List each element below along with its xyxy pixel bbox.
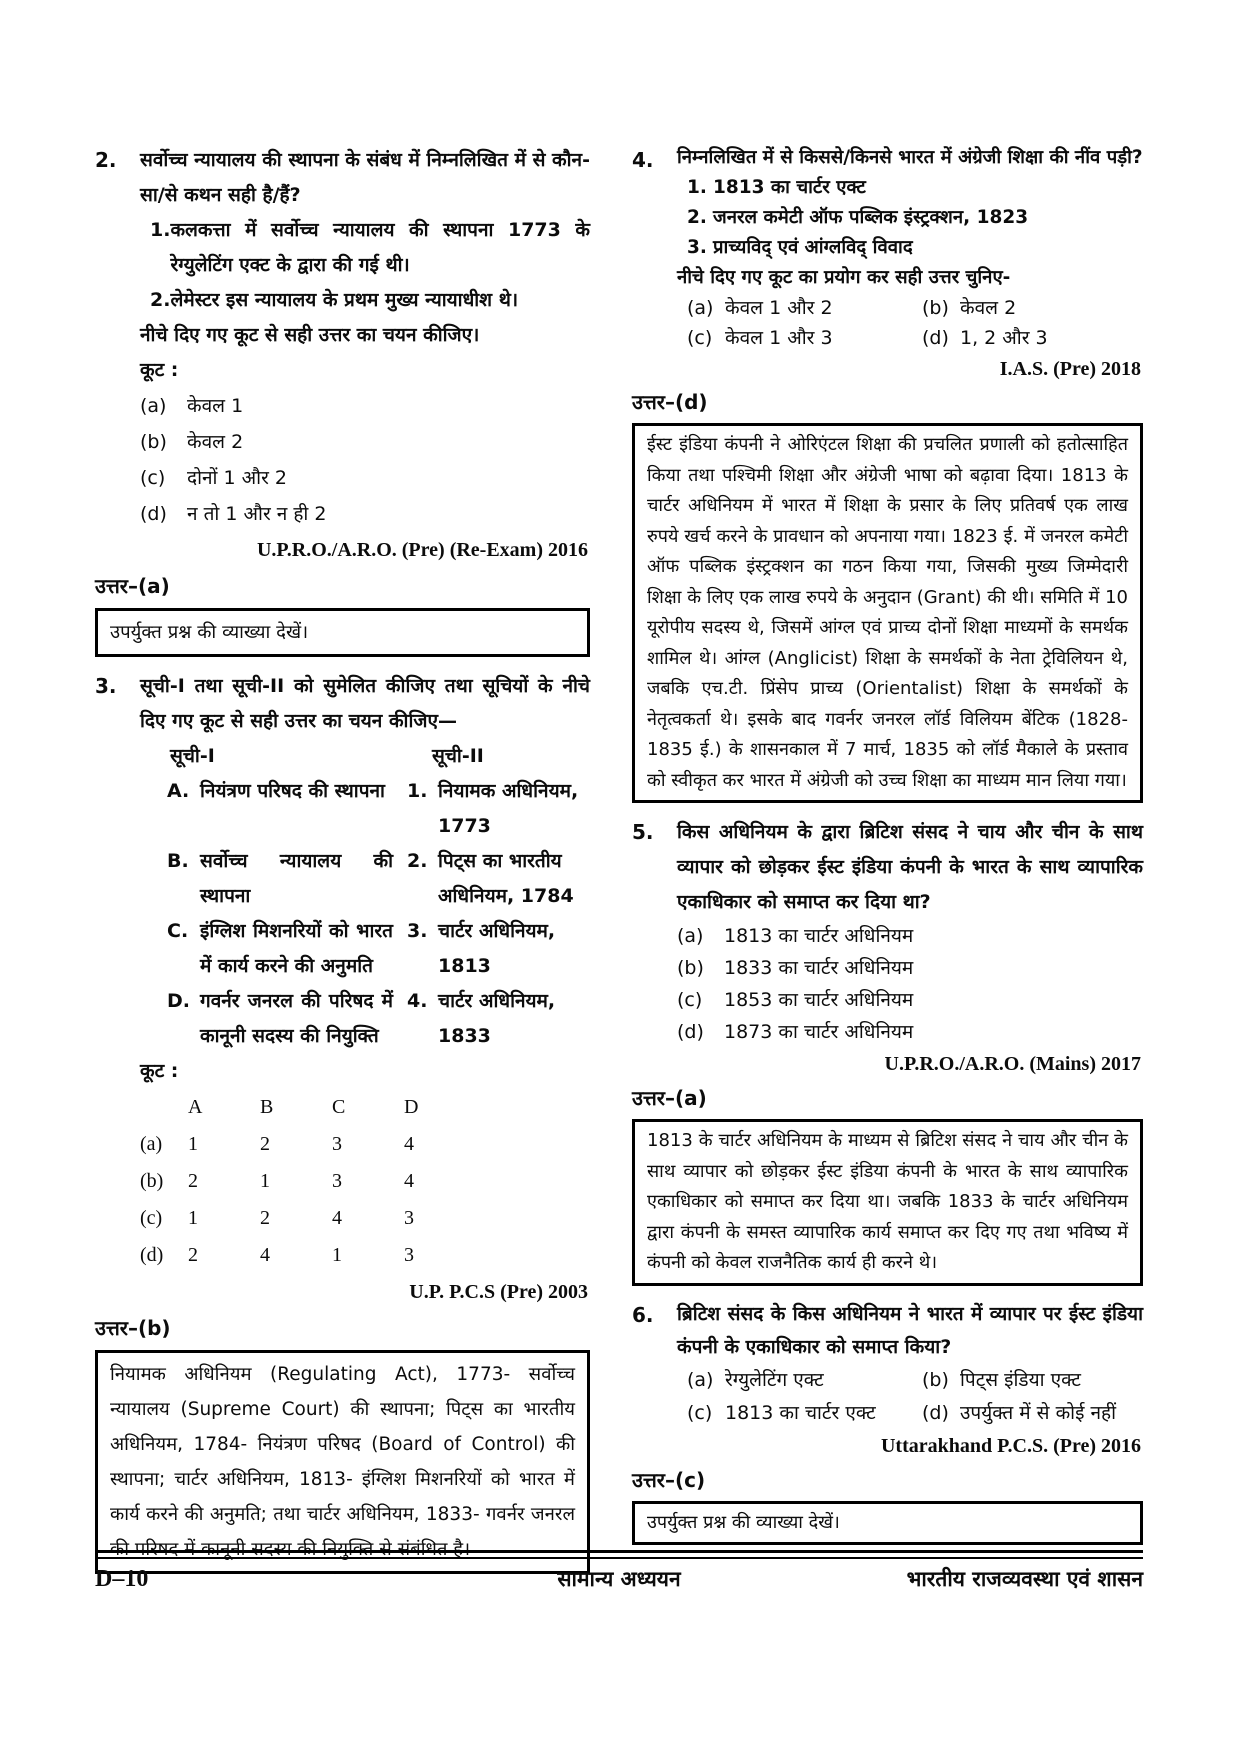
- statement-text: जनरल कमेटी ऑफ पब्लिक इंस्ट्रक्शन, 1823: [713, 207, 1029, 228]
- answer-line: उत्तर–(a): [632, 1086, 707, 1110]
- option-d: [677, 1016, 1143, 1048]
- explanation-box: 1813 के चार्टर अधिनियम के माध्यम से ब्रिटिश संसद ने चाय और चीन के साथ व्यापार को छोड़कर ईस्ट इंडिया कंपनी के भारत के साथ व्यापारिक एकाधिकार को समाप्त कर दिया था। जबकि 1833 के चार्टर अधिनियम द्वारा कंपनी के समस्त व्यापारिक कार्य समाप्त कर दिए गए तथा भविष्य में कंपनी को केवल राजनैतिक कार्य ही करने थे।: [632, 1119, 1143, 1286]
- pair-right-number: 3.: [407, 920, 428, 942]
- matrix-row-label: (c): [140, 1207, 163, 1229]
- option-text: केवल 2: [960, 297, 1017, 319]
- question-text: निम्नलिखित में से किससे/किनसे भारत में अंग्रेजी शिक्षा की नींव पड़ी?: [677, 147, 1143, 168]
- option-b: [922, 293, 1143, 323]
- option-label: (c): [687, 1401, 713, 1424]
- matrix-cell: 4: [404, 1133, 414, 1155]
- code-label: कूट :: [140, 359, 179, 381]
- matrix-row-c: [140, 1200, 590, 1237]
- question-body: [140, 669, 590, 1274]
- matrix-cell: 1: [188, 1133, 198, 1155]
- matrix-cell: 4: [332, 1207, 342, 1229]
- pair-left-text: गवर्नर जनरल की परिषद में कानूनी सदस्य की नियुक्ति: [200, 990, 393, 1047]
- match-pair-a: [140, 774, 590, 844]
- statement-text: 1813 का चार्टर एक्ट: [713, 177, 866, 198]
- option-row: [677, 1364, 1143, 1397]
- statement: [140, 213, 590, 283]
- option-text: 1, 2 और 3: [960, 327, 1048, 349]
- list-headers: [140, 739, 590, 774]
- option-c: [140, 460, 590, 496]
- matrix-cell: 3: [404, 1244, 414, 1266]
- pair-left-text: सर्वोच्च न्यायालय की स्थापना: [200, 850, 393, 907]
- option-label: (d): [677, 1021, 704, 1043]
- answer-line: उत्तर–(d): [632, 390, 708, 414]
- option-d: [140, 496, 590, 532]
- option-label: (a): [687, 297, 714, 319]
- option-row: [677, 293, 1143, 323]
- matrix-cell: 1: [260, 1170, 270, 1192]
- left-column: [95, 143, 590, 1586]
- question-text: किस अधिनियम के द्वारा ब्रिटिश संसद ने चाय और चीन के साथ व्यापार को छोड़कर ईस्ट इंडिया कंपनी के भारत के साथ व्यापारिक एकाधिकार को समाप्त कर दिया था?: [677, 821, 1143, 913]
- matrix-cell: 4: [404, 1170, 414, 1192]
- option-label: (a): [677, 925, 704, 947]
- code-matrix: [140, 1089, 590, 1274]
- statement: [140, 283, 590, 318]
- statement: [677, 173, 1143, 203]
- right-column: [632, 143, 1143, 1586]
- option-c: [687, 1397, 922, 1430]
- question-number: 4.: [632, 148, 654, 172]
- option-text: 1813 का चार्टर अधिनियम: [724, 925, 914, 947]
- option-a: [687, 293, 922, 323]
- matrix-row-d: [140, 1237, 590, 1274]
- answer-line: उत्तर–(a): [95, 574, 170, 598]
- match-pair-d: [140, 984, 590, 1054]
- matrix-row-label: (b): [140, 1170, 164, 1192]
- matrix-cell: 3: [404, 1207, 414, 1229]
- option-text: केवल 1: [187, 395, 244, 417]
- explanation-box: उपर्युक्त प्रश्न की व्याख्या देखें।: [632, 1501, 1143, 1546]
- code-label: कूट :: [140, 1060, 179, 1082]
- exam-source: U.P.R.O./A.R.O. (Mains) 2017: [884, 1053, 1141, 1075]
- exam-source: I.A.S. (Pre) 2018: [999, 358, 1141, 380]
- option-label: (c): [140, 467, 166, 489]
- option-label: (d): [140, 503, 167, 525]
- matrix-cell: 3: [332, 1170, 342, 1192]
- question-3-header: [95, 669, 590, 1274]
- option-text: 1853 का चार्टर अधिनियम: [724, 989, 914, 1011]
- statement-number: 2.: [687, 207, 707, 228]
- explanation-box: ईस्ट इंडिया कंपनी ने ओरिएंटल शिक्षा की प्रचलित प्रणाली को हतोत्साहित किया तथा पश्चिमी शिक्षा और अंग्रेजी भाषा को बढ़ावा दिया। 1813 के चार्टर अधिनियम में भारत में शिक्षा के प्रसार के लिए प्रतिवर्ष एक लाख रुपये खर्च करने के प्रावधान को अपनाया गया। 1823 ई. में जनरल कमेटी ऑफ पब्लिक इंस्ट्रक्शन का गठन किया गया, जिसकी मुख्य जिम्मेदारी शिक्षा के लिए एक लाख रुपये के अनुदान (Grant) की थी। समिति में 10 यूरोपीय सदस्य थे, जिसमें आंग्ल एवं प्राच्य दोनों शिक्षा माध्यमों के समर्थक शामिल थे। आंग्ल (Anglicist) शिक्षा के समर्थकों के नेता ट्रेविलियन थे, जबकि एच.टी. प्रिंसेप प्राच्य (Orientalist) शिक्षा के समर्थकों के नेतृत्वकर्ता थे। इसके बाद गवर्नर जनरल लॉर्ड विलियम बेंटिक (1828-1835 ई.) के शासनकाल में 7 मार्च, 1835 को लॉर्ड मैकाले के प्रस्ताव को स्वीकृत कर भारत में अंग्रेजी को उच्च शिक्षा का माध्यम मान लिया गया।: [632, 423, 1143, 803]
- statement-number: 3.: [687, 237, 707, 258]
- pair-left-number: C.: [167, 920, 189, 942]
- matrix-cell: 4: [260, 1244, 270, 1266]
- option-text: केवल 1 और 3: [725, 327, 833, 349]
- footer-double-rule: [95, 1550, 1143, 1559]
- question-number: 2.: [95, 148, 117, 172]
- instruction-text: नीचे दिए गए कूट का प्रयोग कर सही उत्तर चुनिए-: [677, 267, 1011, 288]
- option-text: 1813 का चार्टर एक्ट: [725, 1401, 876, 1424]
- book-title: सामान्य अध्ययन: [557, 1567, 681, 1591]
- question-5: [632, 815, 1143, 1286]
- match-pair-c: [140, 914, 590, 984]
- question-6: [632, 1298, 1143, 1546]
- option-b: [677, 952, 1143, 984]
- option-b: [140, 424, 590, 460]
- matrix-header-row: [140, 1089, 590, 1126]
- option-label: (b): [922, 297, 949, 319]
- question-2-header: [95, 143, 590, 532]
- option-a: [677, 920, 1143, 952]
- option-a: [687, 1364, 922, 1397]
- matrix-cell: 2: [188, 1170, 198, 1192]
- question-5-header: [632, 815, 1143, 1048]
- option-d: [922, 323, 1143, 353]
- matrix-cell: 2: [260, 1133, 270, 1155]
- option-label: (c): [687, 327, 713, 349]
- question-number: 3.: [95, 674, 117, 698]
- option-row: [677, 323, 1143, 353]
- instruction-text: नीचे दिए गए कूट से सही उत्तर का चयन कीजिए।: [140, 324, 480, 346]
- question-number: 5.: [632, 820, 654, 844]
- matrix-header: C: [332, 1096, 346, 1118]
- explanation-box: उपर्युक्त प्रश्न की व्याख्या देखें।: [95, 608, 590, 657]
- matrix-row-a: [140, 1126, 590, 1163]
- matrix-cell: 1: [332, 1244, 342, 1266]
- page-number: D–10: [95, 1566, 149, 1592]
- option-c: [687, 323, 922, 353]
- option-text: न तो 1 और न ही 2: [187, 503, 327, 525]
- pair-left-number: A.: [167, 780, 190, 802]
- statement-text: कलकत्ता में सर्वोच्च न्यायालय की स्थापना 1773 के रेग्युलेटिंग एक्ट के द्वारा की गई थी।: [170, 219, 590, 276]
- statement: [677, 203, 1143, 233]
- pair-left-number: B.: [167, 850, 189, 872]
- option-label: (c): [677, 989, 703, 1011]
- question-body: [140, 143, 590, 532]
- option-text: 1833 का चार्टर अधिनियम: [724, 957, 914, 979]
- option-label: (b): [140, 431, 167, 453]
- option-a: [140, 388, 590, 424]
- answer-line: उत्तर–(c): [632, 1467, 706, 1492]
- question-4: [632, 143, 1143, 803]
- option-text: पिट्स इंडिया एक्ट: [960, 1368, 1082, 1391]
- option-text: दोनों 1 और 2: [187, 467, 287, 489]
- pair-left-text: नियंत्रण परिषद की स्थापना: [200, 780, 385, 802]
- statement: [677, 233, 1143, 263]
- exam-source: Uttarakhand P.C.S. (Pre) 2016: [880, 1434, 1141, 1457]
- option-text: 1873 का चार्टर अधिनियम: [724, 1021, 914, 1043]
- matrix-row-label: (d): [140, 1244, 164, 1266]
- pair-right-number: 1.: [407, 780, 428, 802]
- question-body: [677, 1298, 1143, 1430]
- option-text: रेग्युलेटिंग एक्ट: [725, 1368, 824, 1391]
- chapter-title: भारतीय राजव्यवस्था एवं शासन: [906, 1567, 1143, 1591]
- option-text: केवल 1 और 2: [725, 297, 833, 319]
- option-label: (d): [922, 1401, 949, 1424]
- option-text: केवल 2: [187, 431, 244, 453]
- pair-right-text: नियामक अधिनियम, 1773: [438, 780, 579, 837]
- option-b: [922, 1364, 1143, 1397]
- list2-header: सूची-II: [432, 745, 484, 767]
- option-label: (b): [677, 957, 704, 979]
- question-text: सूची-I तथा सूची-II को सुमेलित कीजिए तथा सूचियों के नीचे दिए गए कूट से सही उत्तर का चयन कीजिए—: [140, 675, 590, 732]
- page-content: [95, 143, 1143, 1586]
- spacer: [140, 739, 170, 774]
- question-4-header: [632, 143, 1143, 353]
- matrix-header: D: [404, 1096, 419, 1118]
- page-footer: [95, 1550, 1143, 1593]
- footer-text-row: [95, 1565, 1143, 1593]
- statement-number: 1.: [687, 177, 707, 198]
- option-c: [677, 984, 1143, 1016]
- question-text: सर्वोच्च न्यायालय की स्थापना के संबंध में निम्नलिखित में से कौन-सा/से कथन सही है/हैं?: [140, 149, 590, 206]
- option-label: (b): [922, 1368, 949, 1391]
- option-label: (d): [922, 327, 949, 349]
- question-number: 6.: [632, 1302, 654, 1327]
- matrix-cell: 1: [188, 1207, 198, 1229]
- pair-right-text: पिट्स का भारतीय अधिनियम, 1784: [438, 850, 574, 907]
- explanation-box: नियामक अधिनियम (Regulating Act), 1773- सर्वोच्च न्यायालय (Supreme Court) की स्थापना; पिट्स का भारतीय अधिनियम, 1784- नियंत्रण परिषद (Board of Control) की स्थापना; चार्टर अधिनियम, 1813- इंग्लिश मिशनरियों को भारत में कार्य करने की अनुमति; तथा चार्टर अधिनियम, 1833- गवर्नर जनरल की परिषद में कानूनी सदस्य की नियुक्ति से संबंधित है।: [95, 1350, 590, 1574]
- exam-source: U.P. P.C.S (Pre) 2003: [409, 1281, 588, 1303]
- pair-right-text: चार्टर अधिनियम, 1833: [438, 990, 556, 1047]
- question-body: [677, 143, 1143, 353]
- statement-text: लेमेस्टर इस न्यायालय के प्रथम मुख्य न्यायाधीश थे।: [170, 289, 519, 311]
- statement-text: प्राच्यविद् एवं आंग्लविद् विवाद: [713, 237, 913, 258]
- matrix-header: B: [260, 1096, 274, 1118]
- matrix-header: A: [188, 1096, 203, 1118]
- matrix-row-b: [140, 1163, 590, 1200]
- matrix-cell: 2: [188, 1244, 198, 1266]
- option-text: उपर्युक्त में से कोई नहीं: [960, 1401, 1116, 1424]
- pair-left-number: D.: [167, 990, 190, 1012]
- matrix-row-label: (a): [140, 1133, 163, 1155]
- pair-right-number: 4.: [407, 990, 428, 1012]
- option-d: [922, 1397, 1143, 1430]
- statement-number: 1.: [150, 219, 171, 241]
- matrix-cell: 2: [260, 1207, 270, 1229]
- pair-left-text: इंग्लिश मिशनरियों को भारत में कार्य करने की अनुमति: [200, 920, 393, 977]
- question-6-header: [632, 1298, 1143, 1430]
- statement-number: 2.: [150, 289, 171, 311]
- option-row: [677, 1397, 1143, 1430]
- pair-right-text: चार्टर अधिनियम, 1813: [438, 920, 556, 977]
- matrix-cell: 3: [332, 1133, 342, 1155]
- question-2: [95, 143, 590, 657]
- answer-line: उत्तर–(b): [95, 1316, 171, 1340]
- match-pair-b: [140, 844, 590, 914]
- pair-right-number: 2.: [407, 850, 428, 872]
- option-label: (a): [687, 1368, 714, 1391]
- option-label: (a): [140, 395, 167, 417]
- question-body: [677, 815, 1143, 1048]
- question-3: [95, 669, 590, 1574]
- spacer: [140, 1089, 188, 1126]
- list1-header: सूची-I: [170, 745, 215, 767]
- exam-source: U.P.R.O./A.R.O. (Pre) (Re-Exam) 2016: [256, 539, 588, 561]
- question-text: ब्रिटिश संसद के किस अधिनियम ने भारत में व्यापार पर ईस्ट इंडिया कंपनी के एकाधिकार को समाप्त किया?: [677, 1302, 1143, 1358]
